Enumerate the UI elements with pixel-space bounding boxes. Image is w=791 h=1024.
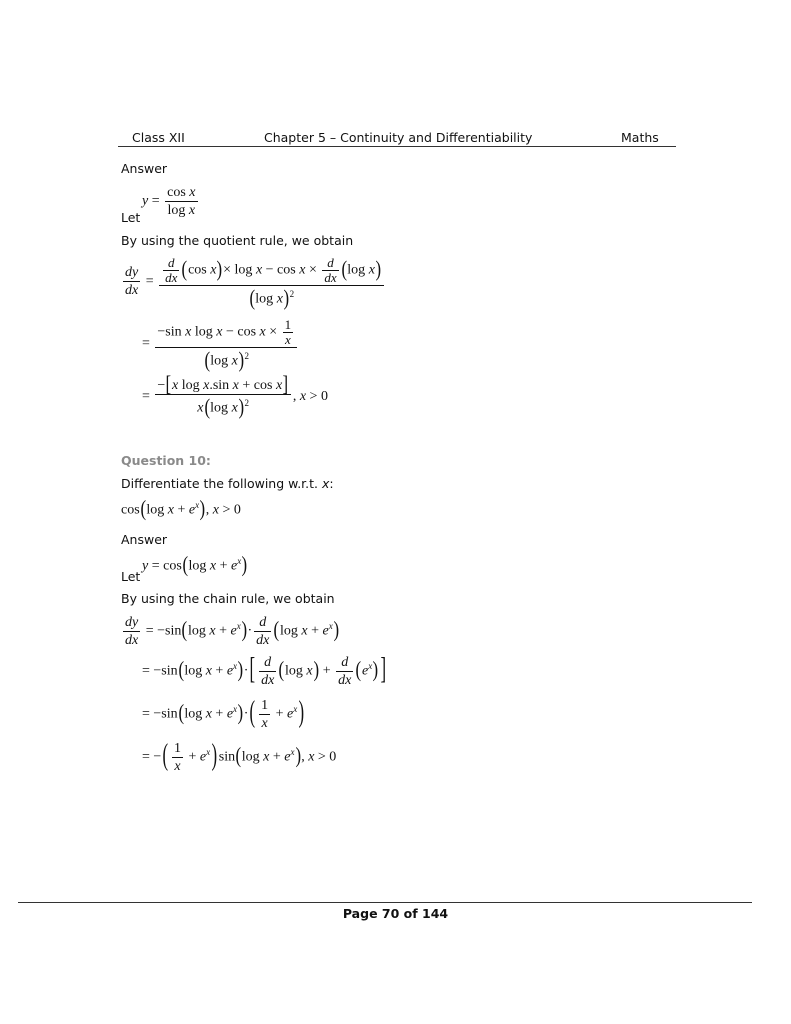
q9-method-text: By using the quotient rule, we obtain bbox=[121, 233, 354, 248]
page-number: Page 70 of 144 bbox=[342, 906, 449, 921]
q10-expression: cos(log $x + e^x$), x > 0 bbox=[121, 498, 241, 522]
header-subject: Maths bbox=[621, 130, 659, 145]
q10-let-equation: y = cos(log $x + e^x$) bbox=[142, 554, 248, 578]
page-header bbox=[118, 130, 676, 147]
q10-derivation-line-1: $\frac{dy}{dx}$ = −sin(log $x + e^x)\cdot$ $\frac{d}{dx}$ (log $x + e^x$) bbox=[125, 615, 339, 648]
q9-let-equation: y = $\frac{\text{cos x}}{\text{log x}}$ bbox=[142, 185, 196, 218]
q9-derivation-line-2: = −sin x log x − cos x × $\frac{1}{x}$ (log x)$^2$ bbox=[142, 318, 299, 370]
footer-divider bbox=[18, 902, 752, 903]
q10-answer-label: Answer bbox=[121, 532, 168, 547]
q9-derivation-line-1: $\frac{dy}{dx}$ = $\frac{d}{dx}$ (cos x)× log x − cos x × $\frac{d}{dx}$ (log x) (log x)$^2$ bbox=[121, 256, 386, 308]
q10-derivation-line-2: = −sin(log $x + e^x)\cdot$ [ $\frac{d}{dx}$ (log x) + $\frac{d}{dx}$ $(e^x)$ ] bbox=[142, 654, 387, 688]
q10-derivation-line-4: = − ( $\frac{1}{x}$ + $e^x$ ) sin(log $x + e^x$), x > 0 bbox=[142, 740, 337, 774]
q10-method-text: By using the chain rule, we obtain bbox=[121, 591, 335, 606]
q10-prompt: Differentiate the following w.r.t. x: bbox=[121, 476, 334, 491]
header-chapter: Chapter 5 – Continuity and Differentiability bbox=[264, 130, 533, 145]
q9-answer-label: Answer bbox=[121, 161, 168, 176]
q10-let-label: Let bbox=[121, 569, 141, 584]
q10-title: Question 10: bbox=[121, 453, 211, 468]
q10-derivation-line-3: = −sin(log $x + e^x)\cdot$ ( $\frac{1}{x}$ + $e^x$ ) bbox=[142, 697, 305, 731]
header-class: Class XII bbox=[132, 130, 185, 145]
q9-let-label: Let bbox=[121, 210, 141, 225]
q9-derivation-line-3: = $\frac{\text{−[x log x.sin x + cos x]}}{x(\log x)^2}$ , x > 0 bbox=[142, 373, 328, 420]
